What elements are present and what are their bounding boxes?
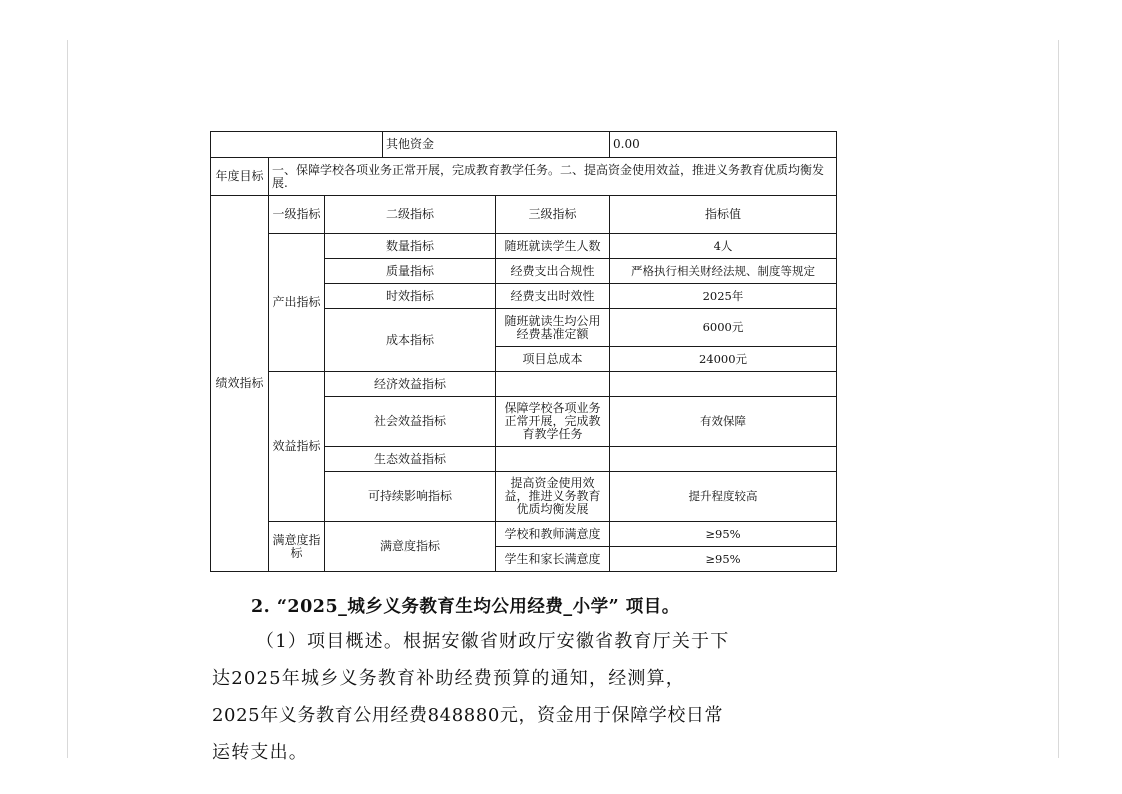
level2-cell: 生态效益指标 — [325, 447, 496, 472]
value-cell: 提升程度较高 — [610, 472, 837, 522]
value-cell: 6000元 — [610, 309, 837, 347]
paragraph-line: 运转支出。 — [212, 742, 308, 763]
value-cell — [610, 372, 837, 397]
annual-goal-text: 一、保障学校各项业务正常开展，完成教育教学任务。二、提高资金使用效益，推进义务教育优质均衡发展. — [269, 158, 837, 196]
group-benefit: 效益指标 — [269, 372, 325, 522]
value-cell: 24000元 — [610, 347, 837, 372]
level2-cell: 数量指标 — [325, 234, 496, 259]
table-row — [211, 372, 837, 397]
value-cell: 有效保障 — [610, 397, 837, 447]
page-right-border — [1058, 40, 1059, 758]
level3-cell: 经费支出时效性 — [496, 284, 610, 309]
level2-cell: 质量指标 — [325, 259, 496, 284]
value-cell: 2025年 — [610, 284, 837, 309]
level3-cell: 提高资金使用效益，推进义务教育优质均衡发展 — [496, 472, 610, 522]
section-heading: 2. “2025_城乡义务教育生均公用经费_小学” 项目。 — [251, 597, 680, 617]
table-row — [211, 158, 837, 196]
level3-cell: 随班就读学生人数 — [496, 234, 610, 259]
table-row — [211, 234, 837, 259]
level2-cell: 成本指标 — [325, 309, 496, 372]
header-value: 指标值 — [610, 196, 837, 234]
value-cell: ≥95% — [610, 522, 837, 547]
level3-cell: 保障学校各项业务正常开展，完成教育教学任务 — [496, 397, 610, 447]
level3-cell — [496, 372, 610, 397]
annual-goal-label: 年度目标 — [211, 158, 269, 196]
header-level2: 二级指标 — [325, 196, 496, 234]
level2-cell: 社会效益指标 — [325, 397, 496, 447]
table-cell-empty — [211, 132, 383, 158]
other-funds-label: 其他资金 — [383, 132, 610, 158]
other-funds-value: 0.00 — [610, 132, 837, 158]
level3-cell: 学生和家长满意度 — [496, 547, 610, 572]
table-header-row — [211, 196, 837, 234]
value-cell — [610, 447, 837, 472]
table-row — [211, 522, 837, 547]
value-cell: 4人 — [610, 234, 837, 259]
level3-cell: 经费支出合规性 — [496, 259, 610, 284]
level2-cell: 满意度指标 — [325, 522, 496, 572]
level3-cell: 学校和教师满意度 — [496, 522, 610, 547]
paragraph-line: 达2025年城乡义务教育补助经费预算的通知，经测算， — [212, 668, 686, 689]
performance-table — [210, 131, 837, 572]
header-level1: 一级指标 — [269, 196, 325, 234]
level3-cell: 项目总成本 — [496, 347, 610, 372]
value-cell: ≥95% — [610, 547, 837, 572]
group-satisfaction: 满意度指标 — [269, 522, 325, 572]
paragraph-line: （1）项目概述。根据安徽省财政厅安徽省教育厅关于下 — [256, 631, 730, 652]
level2-cell: 可持续影响指标 — [325, 472, 496, 522]
header-level3: 三级指标 — [496, 196, 610, 234]
page-left-border — [67, 40, 68, 758]
group-output: 产出指标 — [269, 234, 325, 372]
level3-cell — [496, 447, 610, 472]
level3-cell: 随班就读生均公用经费基准定额 — [496, 309, 610, 347]
table-row — [211, 132, 837, 158]
level2-cell: 经济效益指标 — [325, 372, 496, 397]
paragraph-line: 2025年义务教育公用经费848880元，资金用于保障学校日常 — [212, 705, 724, 726]
level2-cell: 时效指标 — [325, 284, 496, 309]
value-cell: 严格执行相关财经法规、制度等规定 — [610, 259, 837, 284]
perf-indicator-label: 绩效指标 — [211, 196, 269, 572]
